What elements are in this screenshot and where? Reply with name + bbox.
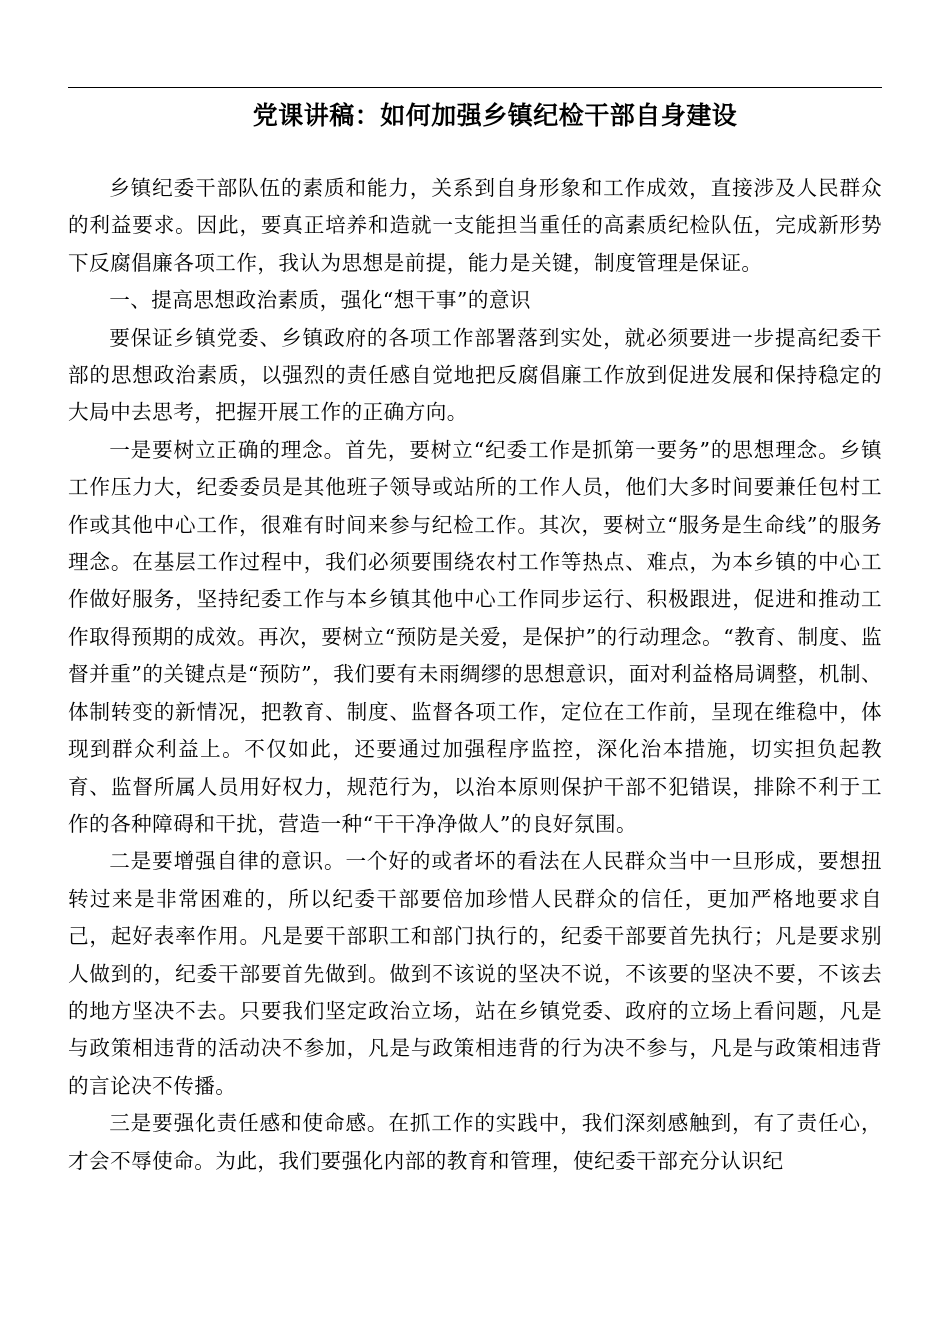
paragraph-intro: 乡镇纪委干部队伍的素质和能力，关系到自身形象和工作成效，直接涉及人民群众的利益要求。因此，要真正培养和造就一支能担当重任的高素质纪检队伍，完成新形势下反腐倡廉各项工作，我认为思想是前提，能力是关键，制度管理是保证。: [68, 176, 882, 275]
document-title: 党课讲稿：如何加强乡镇纪检干部自身建设: [252, 101, 738, 130]
document-body: [68, 170, 882, 1290]
header-rule: [68, 87, 882, 88]
paragraph-point-3: 三是要强化责任感和使命感。在抓工作的实践中，我们深刻感触到，有了责任心，才会不辱使命。为此，我们要强化内部的教育和管理，使纪委干部充分认识纪: [68, 1111, 882, 1173]
section-heading-1: 一、提高思想政治素质，强化“想干事”的意识: [109, 288, 531, 313]
paragraph-section-1: 要保证乡镇党委、乡镇政府的各项工作部署落到实处，就必须要进一步提高纪委干部的思想政治素质，以强烈的责任感自觉地把反腐倡廉工作放到促进发展和保持稳定的大局中去思考，把握开展工作的正确方向。: [68, 325, 882, 425]
paragraph-point-2: 二是要增强自律的意识。一个好的或者坏的看法在人民群众当中一旦形成，要想扭转过来是非常困难的，所以纪委干部要倍加珍惜人民群众的信任，更加严格地要求自己，起好表率作用。凡是要干部职工和部门执行的，纪委干部要首先执行；凡是要求别人做到的，纪委干部要首先做到。做到不该说的坚决不说，不该要的坚决不要，不该去的地方坚决不去。只要我们坚定政治立场，站在乡镇党委、政府的立场上看问题，凡是与政策相违背的活动决不参加，凡是与政策相违背的行为决不参与，凡是与政策相违背的言论决不传播。: [68, 849, 882, 1098]
paragraph-point-1: 一是要树立正确的理念。首先，要树立“纪委工作是抓第一要务”的思想理念。乡镇工作压力大，纪委委员是其他班子领导或站所的工作人员，他们大多时间要兼任包村工作或其他中心工作，很难有时间来参与纪检工作。其次，要树立“服务是生命线”的服务理念。在基层工作过程中，我们必须要围绕农村工作等热点、难点，为本乡镇的中心工作做好服务，坚持纪委工作与本乡镇其他中心工作同步运行、积极跟进，促进和推动工作取得预期的成效。再次，要树立“预防是关爱，是保护”的行动理念。“教育、制度、监督并重”的关键点是“预防”，我们要有未雨绸缪的思想意识，面对利益格局调整，机制、体制转变的新情况，把教育、制度、监督各项工作，定位在工作前，呈现在维稳中，体现到群众利益上。不仅如此，还要通过加强程序监控，深化治本措施，切实担负起教育、监督所属人员用好权力，规范行为，以治本原则保护干部不犯错误，排除不利于工作的各种障碍和干扰，营造一种“干干净净做人”的良好氛围。: [68, 437, 882, 836]
